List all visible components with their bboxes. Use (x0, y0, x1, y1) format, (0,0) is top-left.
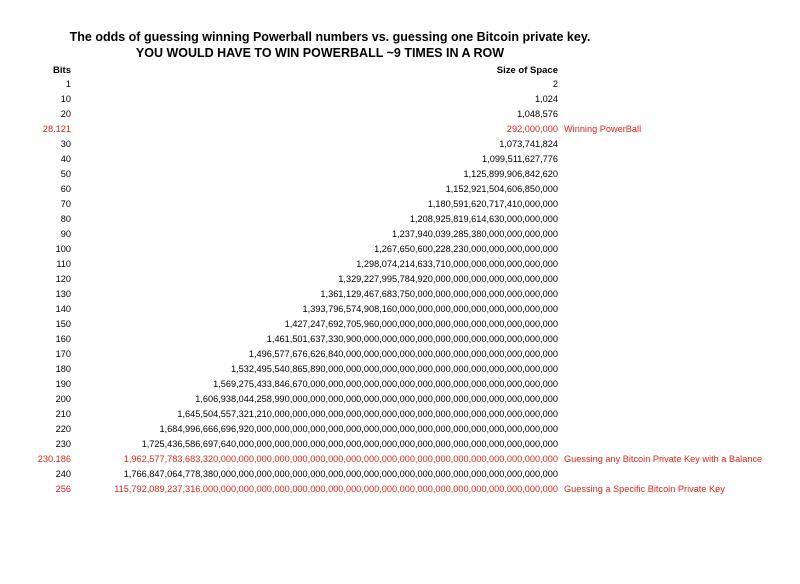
table-row (0, 168, 800, 183)
size-cell: 1,461,501,637,330,900,000,000,000,000,000,000,000,000,000,000,000 (266, 334, 558, 344)
size-cell: 1,766,847,064,778,380,000,000,000,000,000,000,000,000,000,000,000,000,000,000,000,000,000,000,000 (123, 469, 558, 479)
size-cell: 1,125,899,906,842,620 (463, 169, 558, 179)
bits-cell: 160 (55, 334, 71, 344)
size-cell: 1,208,925,819,614,630,000,000,000 (409, 214, 558, 224)
bits-cell: 110 (56, 259, 71, 269)
table-row (0, 213, 800, 228)
size-cell: 115,792,089,237,316,000,000,000,000,000,000,000,000,000,000,000,000,000,000,000,000,000,000,000,000 (114, 484, 558, 494)
size-cell: 1,237,940,039,285,380,000,000,000,000 (391, 229, 558, 239)
bits-cell: 100 (55, 244, 71, 254)
bits-cell: 28.121 (42, 124, 71, 134)
bits-cell: 230.186 (37, 454, 71, 464)
size-cell: 1,496,577,676,626,840,000,000,000,000,000,000,000,000,000,000,000,000 (248, 349, 558, 359)
table-row (0, 153, 800, 168)
note-label: Winning PowerBall (564, 124, 642, 134)
bits-cell: 140 (55, 304, 71, 314)
page-title: The odds of guessing winning Powerball numbers vs. guessing one Bitcoin private key. (69, 30, 591, 44)
table-row-highlight (0, 123, 800, 138)
bits-cell: 190 (55, 379, 71, 389)
bits-cell: 200 (55, 394, 71, 404)
size-cell: 1,099,511,627,776 (482, 154, 558, 164)
bits-cell: 130 (55, 289, 71, 299)
size-cell: 1,180,591,620,717,410,000,000 (427, 199, 558, 209)
bits-cell: 10 (60, 94, 71, 104)
bits-cell: 60 (60, 184, 71, 194)
size-cell: 2 (552, 79, 558, 89)
size-cell: 1,267,650,600,228,230,000,000,000,000,000 (374, 244, 558, 254)
table-row (0, 438, 800, 453)
table-row (0, 318, 800, 333)
table-row (0, 393, 800, 408)
size-cell: 1,606,938,044,258,990,000,000,000,000,000,000,000,000,000,000,000,000,000,000,000 (195, 394, 558, 404)
table-row (0, 183, 800, 198)
note-label: Guessing a Specific Bitcoin Private Key (564, 484, 725, 494)
table-row-highlight (0, 483, 800, 498)
table-row (0, 138, 800, 153)
table-row (0, 198, 800, 213)
page-subtitle: YOU WOULD HAVE TO WIN POWERBALL ~9 TIMES IN A ROW (135, 46, 505, 60)
bits-cell: 20 (60, 109, 71, 119)
bits-cell: 210 (55, 409, 71, 419)
table-row (0, 228, 800, 243)
table-row (0, 363, 800, 378)
column-header-bits: Bits (53, 65, 71, 76)
table-row (0, 378, 800, 393)
size-cell: 1,962,577,783,683,320,000,000,000,000,000,000,000,000,000,000,000,000,000,000,000,000,000,000,000 (123, 454, 558, 464)
bits-cell: 1 (65, 79, 71, 89)
size-cell: 1,361,129,467,683,750,000,000,000,000,000,000,000,000 (320, 289, 558, 299)
size-cell: 1,073,741,824 (499, 139, 558, 149)
bits-cell: 150 (55, 319, 71, 329)
size-cell: 1,427,247,692,705,960,000,000,000,000,000,000,000,000,000,000 (284, 319, 558, 329)
size-cell: 1,725,436,586,697,640,000,000,000,000,000,000,000,000,000,000,000,000,000,000,000,000,000,000 (141, 439, 558, 449)
size-cell: 1,532,495,540,865,890,000,000,000,000,000,000,000,000,000,000,000,000,000 (231, 364, 558, 374)
bits-cell: 40 (60, 154, 71, 164)
table-row (0, 408, 800, 423)
column-header-size: Size of Space (496, 65, 558, 76)
bits-cell: 256 (55, 484, 71, 494)
table-row (0, 273, 800, 288)
bits-cell: 30 (60, 139, 71, 149)
size-cell: 1,024 (535, 94, 558, 104)
bits-cell: 70 (60, 199, 71, 209)
size-cell: 292,000,000 (506, 124, 558, 134)
bits-cell: 170 (55, 349, 71, 359)
table-row (0, 93, 800, 108)
table-row (0, 423, 800, 438)
size-cell: 1,684,996,666,696,920,000,000,000,000,000,000,000,000,000,000,000,000,000,000,000,000,000 (159, 424, 558, 434)
table-row (0, 258, 800, 273)
bits-cell: 180 (55, 364, 71, 374)
bits-cell: 90 (60, 229, 71, 239)
bits-cell: 220 (55, 424, 71, 434)
bits-cell: 240 (55, 469, 71, 479)
size-cell: 1,569,275,433,846,670,000,000,000,000,000,000,000,000,000,000,000,000,000,000 (213, 379, 558, 389)
odds-table (0, 78, 800, 498)
table-row (0, 243, 800, 258)
table-row (0, 108, 800, 123)
table-row-highlight (0, 453, 800, 468)
size-cell: 1,048,576 (517, 109, 558, 119)
size-cell: 1,393,796,574,908,160,000,000,000,000,000,000,000,000,000 (302, 304, 558, 314)
table-row (0, 303, 800, 318)
bits-cell: 80 (60, 214, 71, 224)
bits-cell: 50 (60, 169, 71, 179)
bits-cell: 230 (55, 439, 71, 449)
size-cell: 1,645,504,557,321,210,000,000,000,000,000,000,000,000,000,000,000,000,000,000,000,000 (177, 409, 558, 419)
size-cell: 1,329,227,995,784,920,000,000,000,000,000,000,000 (338, 274, 558, 284)
size-cell: 1,298,074,214,633,710,000,000,000,000,000,000 (356, 259, 558, 269)
size-cell: 1,152,921,504,606,850,000 (445, 184, 558, 194)
note-label: Guessing any Bitcoin Private Key with a Balance (564, 454, 763, 464)
table-row (0, 288, 800, 303)
table-row (0, 468, 800, 483)
table-row (0, 348, 800, 363)
table-row (0, 333, 800, 348)
table-row (0, 78, 800, 93)
bits-cell: 120 (55, 274, 71, 284)
